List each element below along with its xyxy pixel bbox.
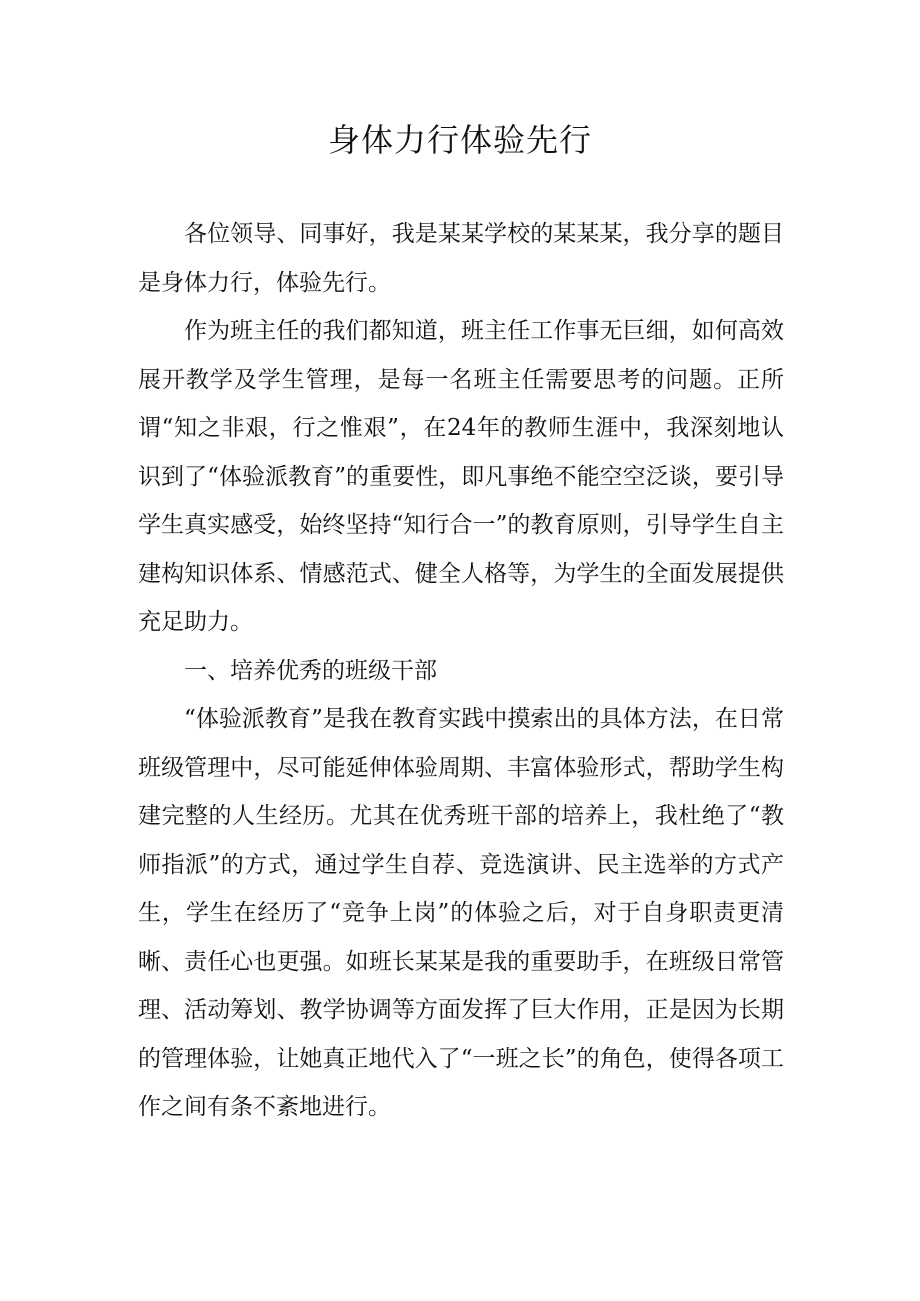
document-body xyxy=(138,210,784,1132)
paragraph-background: 作为班主任的我们都知道，班主任工作事无巨细，如何高效展开教学及学生管理，是每一名班主任需要思考的问题。正所谓“知之非艰，行之惟艰”，在24年的教师生涯中，我深刻地认识到了“体验派教育”的重要性，即凡事绝不能空空泛谈，要引导学生真实感受，始终坚持“知行合一”的教育原则，引导学生自主建构知识体系、情感范式、健全人格等，为学生的全面发展提供充足助力。 xyxy=(138,318,784,635)
document-title: 身体力行体验先行 xyxy=(327,121,592,159)
section-heading: 一、培养优秀的班级干部 xyxy=(184,657,437,684)
paragraph-intro: 各位领导、同事好，我是某某学校的某某某，我分享的题目是身体力行，体验先行。 xyxy=(138,221,784,296)
paragraph-class-leaders: “体验派教育”是我在教育实践中摸索出的具体方法，在日常班级管理中，尽可能延伸体验周期、丰富体验形式，帮助学生构建完整的人生经历。尤其在优秀班干部的培养上，我杜绝了“教师指派”的方式，通过学生自荐、竞选演讲、民主选举的方式产生，学生在经历了“竞争上岗”的体验之后，对于自身职责更清晰、责任心也更强。如班长某某是我的重要助手，在班级日常管理、活动筹划、教学协调等方面发挥了巨大作用，正是因为长期的管理体验，让她真正地代入了“一班之长”的角色，使得各项工作之间有条不紊地进行。 xyxy=(138,706,784,1120)
